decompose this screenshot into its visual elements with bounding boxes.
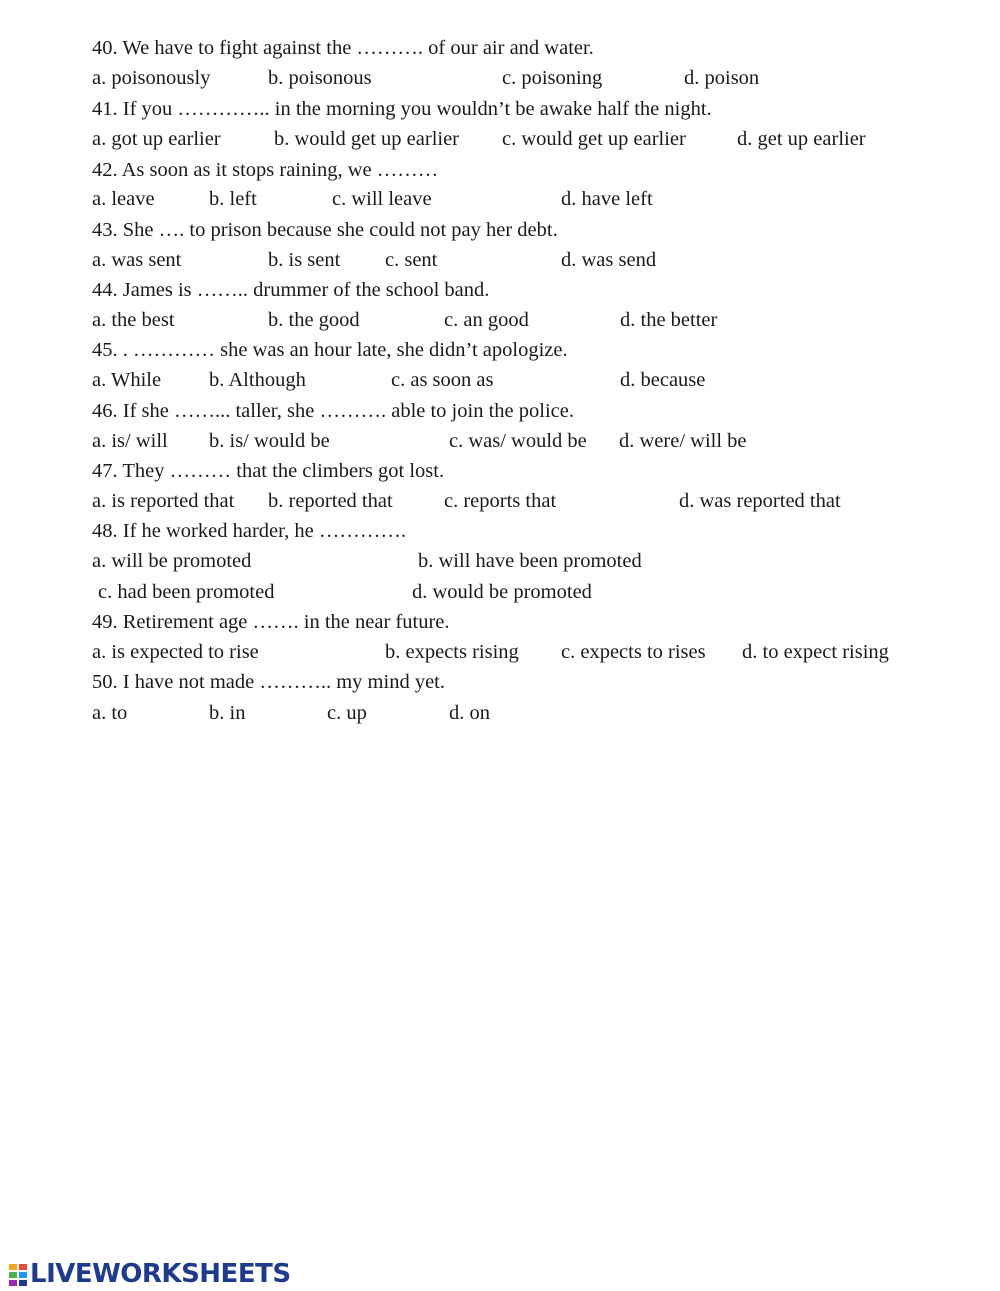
question-stem bbox=[92, 607, 450, 637]
question-stem bbox=[92, 215, 558, 245]
answer-option[interactable]: b. will have been promoted bbox=[418, 550, 642, 572]
answer-option[interactable]: a. got up earlier bbox=[92, 128, 221, 150]
answer-option[interactable]: c. will leave bbox=[332, 188, 432, 210]
answer-option[interactable]: a. is reported that bbox=[92, 490, 235, 512]
liveworksheets-logo bbox=[8, 1258, 291, 1290]
answer-option[interactable]: c. had been promoted bbox=[98, 581, 275, 603]
question-number: 48. bbox=[92, 520, 118, 542]
question-text: If he worked harder, he …………. bbox=[122, 520, 406, 542]
answer-option[interactable]: a. is/ will bbox=[92, 430, 168, 452]
answer-option[interactable]: c. was/ would be bbox=[449, 430, 587, 452]
question-stem bbox=[92, 335, 568, 365]
answer-option[interactable]: c. up bbox=[327, 702, 367, 724]
question-text: . ………… she was an hour late, she didn’t apologize. bbox=[122, 339, 568, 361]
answer-option[interactable]: b. Although bbox=[209, 369, 306, 391]
answer-option[interactable]: b. would get up earlier bbox=[274, 128, 460, 150]
question-number: 43. bbox=[92, 219, 118, 241]
answer-option[interactable]: d. get up earlier bbox=[737, 128, 866, 150]
answer-option[interactable]: c. would get up earlier bbox=[502, 128, 686, 150]
question-number: 49. bbox=[92, 611, 118, 633]
answer-option[interactable]: d. was send bbox=[561, 249, 657, 271]
answer-option[interactable]: a. the best bbox=[92, 309, 175, 331]
answer-option[interactable]: d. would be promoted bbox=[412, 581, 592, 603]
answer-option[interactable]: a. will be promoted bbox=[92, 550, 252, 572]
question-text: If you ………….. in the morning you wouldn’t be awake half the night. bbox=[122, 98, 712, 120]
answer-option[interactable]: a. to bbox=[92, 702, 128, 724]
answer-option[interactable]: d. on bbox=[449, 702, 490, 724]
question-number: 40. bbox=[92, 37, 118, 59]
answer-option[interactable]: a. is expected to rise bbox=[92, 641, 259, 663]
answer-option[interactable]: c. expects to rises bbox=[561, 641, 706, 663]
answer-option[interactable]: c. sent bbox=[385, 249, 438, 271]
question-text: James is …….. drummer of the school band. bbox=[122, 279, 490, 301]
liveworksheets-logo-icon bbox=[8, 1261, 28, 1287]
answer-option[interactable]: b. expects rising bbox=[385, 641, 519, 663]
answer-option[interactable]: a. was sent bbox=[92, 249, 182, 271]
question-number: 41. bbox=[92, 98, 118, 120]
answer-option[interactable]: d. the better bbox=[620, 309, 718, 331]
question-number: 45. bbox=[92, 339, 118, 361]
answer-option[interactable]: a. While bbox=[92, 369, 162, 391]
question-number: 50. bbox=[92, 671, 118, 693]
answer-option[interactable]: b. left bbox=[209, 188, 257, 210]
question-stem bbox=[92, 667, 445, 697]
answer-option[interactable]: c. poisoning bbox=[502, 67, 603, 89]
question-text: They ……… that the climbers got lost. bbox=[122, 460, 445, 482]
answer-option[interactable]: a. poisonously bbox=[92, 67, 211, 89]
question-stem bbox=[92, 33, 594, 63]
question-stem bbox=[92, 396, 574, 426]
answer-option[interactable]: a. leave bbox=[92, 188, 155, 210]
question-stem bbox=[92, 94, 712, 124]
question-stem bbox=[92, 516, 406, 546]
answer-option[interactable]: d. to expect rising bbox=[742, 641, 889, 663]
answer-option[interactable]: b. is sent bbox=[268, 249, 341, 271]
answer-option[interactable]: b. the good bbox=[268, 309, 360, 331]
question-stem bbox=[92, 275, 489, 305]
question-number: 47. bbox=[92, 460, 118, 482]
answer-option[interactable]: d. have left bbox=[561, 188, 653, 210]
question-number: 46. bbox=[92, 400, 118, 422]
question-text: Retirement age ……. in the near future. bbox=[122, 611, 450, 633]
answer-option[interactable]: c. reports that bbox=[444, 490, 557, 512]
question-number: 44. bbox=[92, 279, 118, 301]
answer-option[interactable]: d. poison bbox=[684, 67, 760, 89]
question-stem bbox=[92, 155, 438, 185]
answer-option[interactable]: d. were/ will be bbox=[619, 430, 747, 452]
question-text: We have to fight against the ………. of our air and water. bbox=[122, 37, 594, 59]
answer-option[interactable]: b. is/ would be bbox=[209, 430, 330, 452]
answer-option[interactable]: d. was reported that bbox=[679, 490, 841, 512]
answer-option[interactable]: c. as soon as bbox=[391, 369, 494, 391]
answer-option[interactable]: b. reported that bbox=[268, 490, 393, 512]
question-number: 42. bbox=[92, 159, 118, 181]
answer-option[interactable]: b. poisonous bbox=[268, 67, 372, 89]
question-text: If she ……... taller, she ………. able to join the police. bbox=[122, 400, 574, 422]
answer-option[interactable]: c. an good bbox=[444, 309, 529, 331]
question-text: As soon as it stops raining, we ……… bbox=[121, 159, 439, 181]
liveworksheets-brand-text: LIVEWORKSHEETS bbox=[30, 1259, 291, 1289]
answer-option[interactable]: d. because bbox=[620, 369, 706, 391]
question-stem bbox=[92, 456, 444, 486]
answer-option[interactable]: b. in bbox=[209, 702, 246, 724]
question-text: I have not made ……….. my mind yet. bbox=[122, 671, 445, 693]
question-text: She …. to prison because she could not pay her debt. bbox=[122, 219, 558, 241]
